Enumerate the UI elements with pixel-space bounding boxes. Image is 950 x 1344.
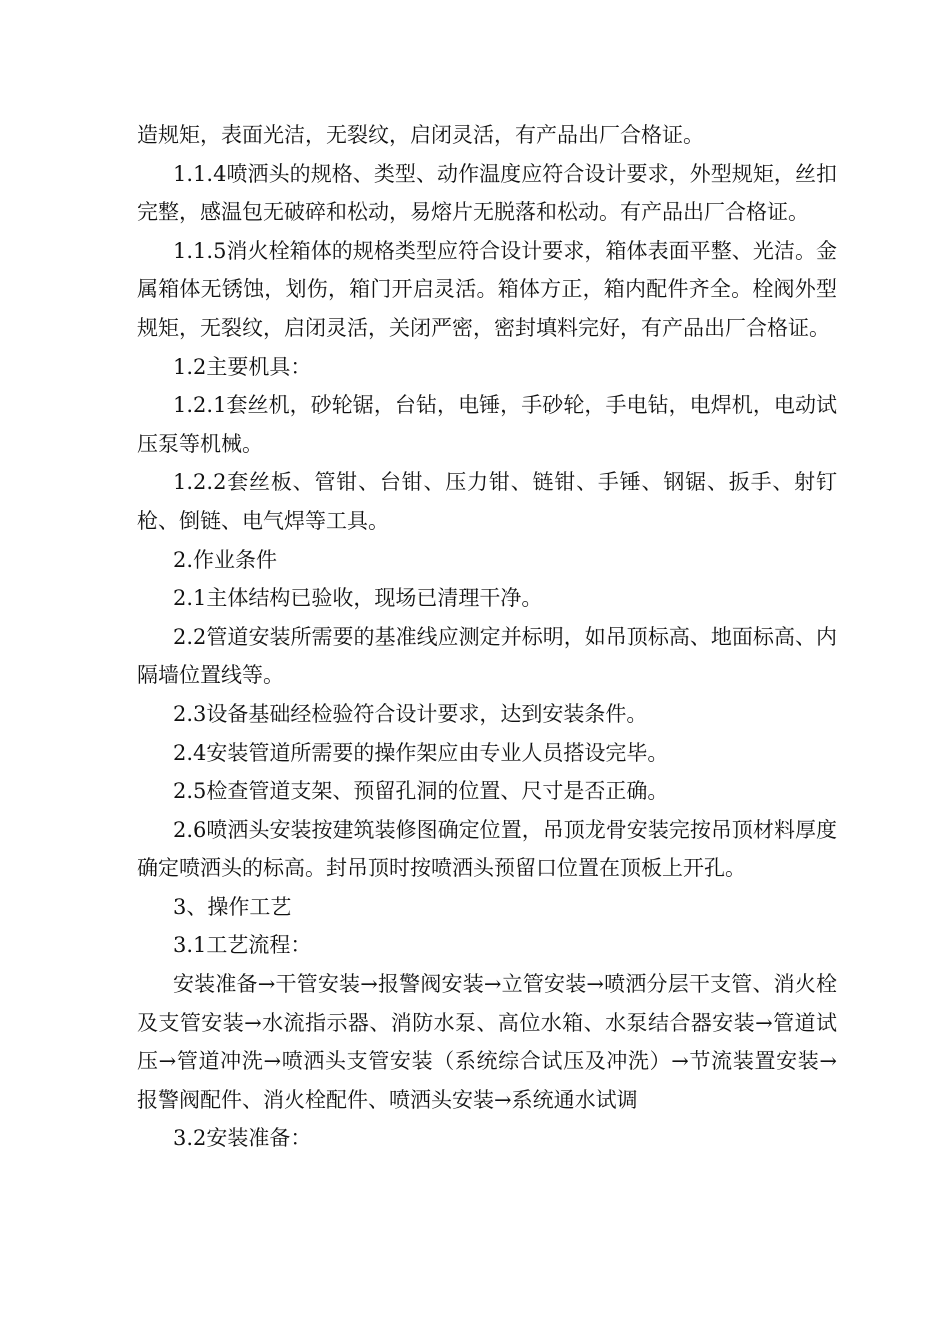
paragraph-2-4: 2.4安装管道所需要的操作架应由专业人员搭设完毕。 (173, 740, 669, 765)
heading-installation-prep: 3.2安装准备： (173, 1126, 312, 1151)
paragraph-2-6: 2.6喷洒头安装按建筑装修图确定位置，吊顶龙骨安装完按吊顶材料厚度确定喷洒头的标高。封吊顶时按喷洒头预留口位置在顶板上开孔。 (137, 817, 837, 881)
paragraph-2-1: 2.1主体结构已验收，现场已清理干净。 (173, 586, 543, 611)
paragraph-process-flow: 安装准备→干管安装→报警阀安装→立管安装→喷洒分层干支管、消火栓及支管安装→水流指示器、消防水泵、高位水箱、水泵结合器安装→管道试压→管道冲洗→喷洒头支管安装（系统综合试压及冲洗）→节流装置安装→报警阀配件、消火栓配件、喷洒头安装→系统通水试调 (137, 972, 837, 1112)
heading-operation-process: 3、操作工艺 (173, 894, 292, 919)
heading-process-flow: 3.1工艺流程： (173, 933, 312, 958)
paragraph-2-2: 2.2管道安装所需要的基准线应测定并标明，如吊顶标高、地面标高、内隔墙位置线等。 (137, 624, 837, 688)
paragraph-3: 1.1.5消火栓箱体的规格类型应符合设计要求，箱体表面平整、光洁。金属箱体无锈蚀，划伤，箱门开启灵活。箱体方正，箱内配件齐全。栓阀外型规矩，无裂纹，启闭灵活，关闭严密，密封填料完好，有产品出厂合格证。 (137, 238, 837, 340)
document-body (137, 116, 837, 1158)
paragraph-machines: 1.2.1套丝机，砂轮锯，台钻，电锤，手砂轮，手电钻，电焊机，电动试压泵等机械。 (137, 393, 837, 456)
paragraph-2-5: 2.5检查管道支架、预留孔洞的位置、尺寸是否正确。 (173, 779, 669, 804)
heading-main-tools: 1.2主要机具： (173, 354, 312, 379)
heading-work-conditions: 2.作业条件 (173, 547, 278, 572)
paragraph-1: 造规矩，表面光洁，无裂纹，启闭灵活，有产品出厂合格证。 (137, 123, 704, 147)
paragraph-2-3: 2.3设备基础经检验符合设计要求，达到安装条件。 (173, 701, 648, 726)
paragraph-tools: 1.2.2套丝板、管钳、台钳、压力钳、链钳、手锤、钢锯、扳手、射钉枪、倒链、电气焊等工具。 (137, 470, 837, 533)
paragraph-2: 1.1.4喷洒头的规格、类型、动作温度应符合设计要求，外型规矩，丝扣完整，感温包无破碎和松动，易熔片无脱落和松动。有产品出厂合格证。 (137, 161, 837, 225)
